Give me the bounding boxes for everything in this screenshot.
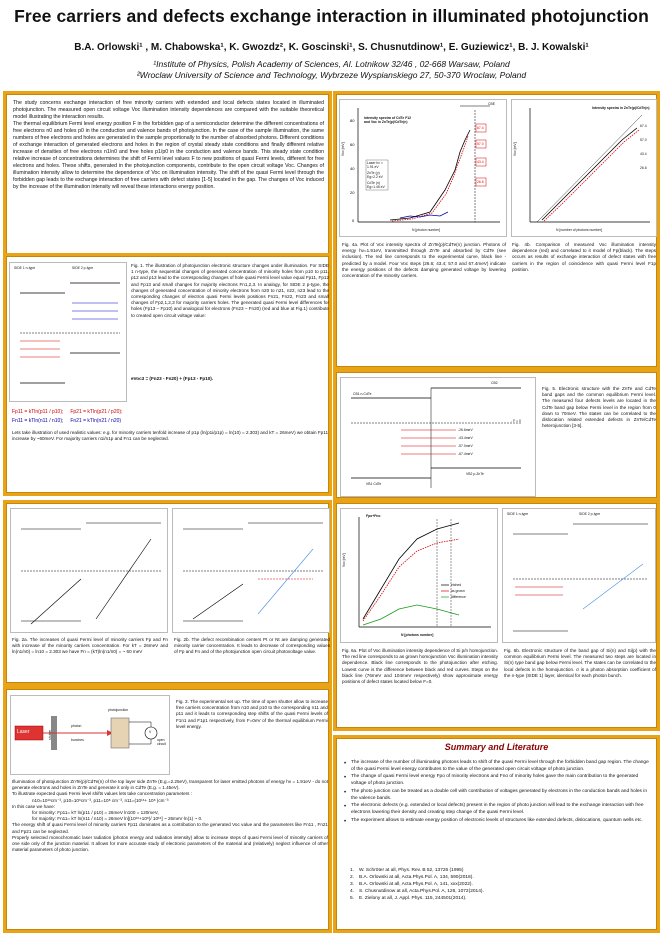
fig3-body bbox=[12, 779, 328, 853]
fig4a-caption: Fig. 4a. Plot of Voc intensity spectra of ZnTe(p)/CdTe(n) junction. Photons of energy hν=1.91eV, transmitted through ZnTe and absorbed by CdTe (see inclusion). The red line corresponds to the experimental curve, black line - predicted by a model. Four Voc steps (26.6; 43.4; 57.0 and 67.4meV) indicate the energy positions of the defects damping generated voltage by lowering concentration of the minority carriers. bbox=[342, 242, 506, 278]
fig6a-legend-etched: etched bbox=[451, 583, 462, 587]
reference-item: 4. S. Chusnutdinow at all, Acta.Phys.Pol. A, 126, 1072(2014). bbox=[350, 888, 484, 894]
fig3-body-3: n10=10¹⁶cm⁻³, p10=10⁶cm⁻³, p11=10⁸ cm⁻³, n11=(10¹⁶+ 10⁸ )cm⁻³ bbox=[32, 797, 169, 803]
fig4b-ylabel: Voc [mV] bbox=[513, 142, 517, 156]
fig6a-legend-difference: difference bbox=[451, 595, 466, 599]
fig3-panel bbox=[3, 686, 332, 933]
fig3-body-8: Properly selected monochromatic laser radiation (photon energy and radiation intensity) allow to increase steps of quasi Fermi level of minority carriers of one side only of the junction material. It allows for more accurate study of electronic parameters of the material and (relatively) neglect influence of other material parameters of photo junction. bbox=[12, 834, 328, 853]
fig1-formulas-red bbox=[12, 409, 332, 416]
fig1-formula-red-2: Fp21 = kTln(p21 / p20); bbox=[70, 409, 123, 415]
fig6a-ylabel: Voc [mV] bbox=[342, 553, 346, 567]
fig1-formula-blue-1: Fn11 = kTln(n11 / n10); bbox=[12, 418, 64, 424]
fig6a-legend-as-grown: as grown bbox=[451, 589, 465, 593]
fig4a-step-3: 43.4 bbox=[477, 160, 484, 164]
fig4-panel bbox=[333, 91, 660, 370]
fig6b-caption: Fig. 6b. Electronic structure of the band gap of Si(n) and Si(p) with the common equilibrium Fermi level. The measured two steps are located in Si(n) type band gap below Fermi level. The states can be correlated to the local defects in the homojunction. σ is a photon absorption coefficient of the n-type (SIDE 1) layer, identical for each photon bunch. bbox=[504, 648, 656, 678]
fig1-formula: eVoc3 = (Fn23 - Fn20) + (Fp13 - Fp10). bbox=[131, 376, 214, 381]
fig1-diagram bbox=[9, 262, 127, 402]
fig3-body-5: for minority: Fp11= kT ln(p11 / p10) = 26meV ln100 = 120meV, bbox=[32, 809, 159, 815]
authors: B.A. Orlowski¹ , M. Chabowska¹, K. Gwozdz², K. Goscinski¹, S. Chusnutdinow¹, E. Guziewicz¹, B. J. Kowalski¹ bbox=[74, 42, 589, 53]
summary-bullet: • The electronic defects (e.g. extended or local defects) present in the region of photo junction will lead to the exchange interaction with free electrons lowering their density and creating step change of the quasi Fermi level. bbox=[344, 803, 652, 816]
fig3-shutter-label: shutter bbox=[48, 729, 52, 740]
fig4a-xlabel: N [photon number] bbox=[412, 228, 441, 232]
intro-paragraph-1: The study concerns exchange interaction of free minority carriers with extended and local defects states located in illuminated photojunction. The measured open circuit voltage Voc illumination intensity dependences are compared with the suitable theoretical model illustrating the interaction results. bbox=[13, 100, 324, 121]
intro-text bbox=[13, 100, 324, 191]
fig5-level-4: -67.4meV bbox=[458, 452, 473, 456]
fig3-open-circuit-label: open circuit bbox=[157, 738, 166, 746]
fig1-caption: Fig. 1. The illustration of photojunction electronic structure changes under illumination. For SIDE 1 n-type, the sequential changes of generated concentration of minority holes from p10 to p11, p12 and p13 lead to the corresponding changes of hole quasi Fermi level value equal Fp11, Fp12 and Fp13 and small changes for majority electrons Fn1,2,3. In analogy, for SIDE 2 p-type, the changes of generated concentration of minority electrons from n20 to n21, n22, n23 lead to the corresponding changes of electron quasi Fermi levels positions Fn21, Fn22, Fn23 and small changes of Fp2,1,2,3 for majority carriers holes. The generated quasi Fermi level differences for holes (Fp13 – Fp10) and analogical for electrons (Fn23 – Fn20) (red and blue at Fig.1) contribute to created open circuit voltage value: bbox=[131, 263, 329, 318]
fig6a-caption: Fig. 6a. Plot of Voc illumination intensity dependence of Si p/n homojunction. The red line corresponds to as grown homojunction Voc illumination intensity dependence. Black line corresponds to the photojunction after etching. Lowest curve is the difference between black and red curves. Steps on the black line (76meV and 104meV respectively) show approximate energy positions of defect states located below F=0. bbox=[342, 648, 498, 684]
fig4a-inset-title: Intensity spectra of CdTe F12 and Voc in ZnTe(p)/CdTe(n) bbox=[364, 116, 412, 124]
fig4b-xlabel: N [number of photons number] bbox=[556, 228, 602, 232]
fig5-vb2: VB2 p-ZnTe bbox=[466, 472, 484, 476]
fig5-level-2: -43.4meV bbox=[458, 436, 473, 440]
fig3-caption: Fig. 3. The experimental set up. The time of open shutter allow to increase free carriers concentration from n10 and p10 to the corresponding n11 and p11 and it leads to corresponding step shifts of the quasi Fermi levels of F1n1 and F1p1 respectively, from F=0eV of the thermal equilibrium Fermi level energy. bbox=[176, 699, 328, 729]
summary-panel bbox=[333, 735, 660, 933]
fig5-cb1: CB1 n-CdTe bbox=[353, 392, 372, 396]
fig3-photojunction-label: photojunction bbox=[108, 708, 129, 712]
references bbox=[350, 868, 650, 903]
fig6a-top-label: Fpo+Fno bbox=[366, 514, 381, 518]
fig6a-chart bbox=[340, 508, 498, 643]
fig1-panel bbox=[3, 253, 332, 496]
fig3-body-6: for majority: Fn11= kT ln(n11 / n10) = 26meV ln[(10¹⁶+10⁸)/ 10¹⁶] ~ 26meV·ln(1) ~ 0. bbox=[32, 816, 203, 822]
affiliation-2: ²Wroclaw University of Science and Technology, Wybrzeze Wyspianskiego 27, 50-370 Wroclaw, Poland bbox=[136, 70, 527, 80]
fig3-bunches-label: bunches bbox=[71, 738, 84, 742]
summary-bullet: • The change of quasi Fermi level energy Fpo of minority electrons and Fno of minority holes gave the main contribution to the generated voltage of photo junction. bbox=[344, 774, 652, 787]
fig4a-cdte-label: CdTe (n) Eg=1.45 eV bbox=[367, 181, 385, 189]
fig2b-caption: Fig. 2b. The defect recombination centers Pt or Nt are damping generated minority carrier concentration. It leads to decrease of corresponding values of Fp and Fn and of the photojunction open circuit photovoltage value. bbox=[174, 637, 330, 655]
fig5-level-1: -26.6meV bbox=[458, 428, 473, 432]
fig3-laser-label: Laser bbox=[17, 729, 30, 735]
fig1-note: Lets take illustration of used realistic values: e.g. for minority carriers tenfold increase of p1p (ln(p1i/p1p) = ln(10) = 2.303) and kT = 26meV) we obtain Fp11 increase by ~60meV. For majority carriers n1i/n1p and Fn1 can be neglected. bbox=[12, 430, 328, 442]
fig3-body-1: Illumination of photojunction ZnTe(p)/CdTe(n) of the top layer side ZnTe (E.g.=2.25eV), transparent for laser emitted photons of energy hν = 1.91eV - do not generate electrons and holes in ZnTe and generate it only in CdTe (E.g. = 1.45eV). bbox=[12, 779, 328, 791]
svg-text:80: 80 bbox=[350, 118, 355, 123]
fig6b-diagram bbox=[502, 508, 656, 643]
fig3-v-label: V bbox=[149, 730, 152, 734]
fig3-setup-diagram bbox=[10, 695, 170, 775]
fig4a-step-2: 57.0 bbox=[477, 142, 484, 146]
fig6-panel bbox=[333, 500, 660, 731]
svg-text:40: 40 bbox=[350, 166, 355, 171]
summary-bullets bbox=[344, 760, 652, 825]
affiliation-1: ¹Institute of Physics, Polish Academy of Sciences, Al. Lotnikow 32/46 , 02-668 Warsaw, Poland bbox=[153, 59, 510, 69]
fig5-cb2: CB2 bbox=[491, 381, 498, 385]
fig3-body-4: In this case we have: bbox=[12, 803, 55, 809]
summary-bullet: • The photo junction can be treated as a double cell with contribution of voltages generated by electrons in the conduction bands and holes in the valence bands. bbox=[344, 789, 652, 802]
intro-paragraph-2: The thermal equilibrium Fermi level energy position F in the forbidden gap of a semiconductor determine the different concentrations of free electrons n0 and holes p0 in the conduction and valence bands of photojunction. In the case of the sample illumination, the same numbers of free electrons and holes are generated in the sample proportionally to the number of absorbed photons. Different conditions of exchange interaction of generated electrons and holes in the region of crystal steady state conditions and finally different relative increase of densities of free electrons n1/n0 and free holes p1/p0 in the conduction and valence bands. This steady state condition relative increase of concentrations determines the shift of Fermi level values F to new positions of quasi Fermi levels, different for free electrons and holes. These shifts, generated in the photojunction components, contribute to the open circuit voltage Voc. Changes of illumination intensity allow to determine the dependence of Voc on illumination intensity. The shift of the quasi Fermi level through the forbidden gap leads to the exchange interaction of free carriers with defect states [1-5] located in the gap. The changes of Voc induced by the increase of the illumination intensity will reveal these interactions energy position. bbox=[13, 121, 324, 191]
fig1-side2-label: SIDE 2 p-type bbox=[72, 266, 94, 270]
fig5-f0: - F = 0 bbox=[511, 419, 521, 423]
reference-item: 2. B.A. Orlowski at all, Acta.Phys.Pol. A, 134, 590(2018). bbox=[350, 874, 474, 880]
fig3-body-7: The energy shift of quasi Fermi level of minority carriers Fp11 dominates as a contribution to the generated Voc value and the parameters like Fn11 , Fn21 and Fp21 can be neglected. bbox=[12, 822, 328, 834]
fig5-vb1: VB1 CdTe bbox=[366, 482, 382, 486]
fig6a-xlabel: N [photons number] bbox=[401, 633, 434, 637]
fig6b-side1-label: SIDE 1 n-type bbox=[507, 512, 529, 516]
fig5-caption: Fig. 5. Electronic structure with the ZnTe and CdTe band gaps and the common equilibrium Fermi level. The measured four defects levels are located in the CdTe band gap below Fermi level in the region from 0 down to 70meV. The states can be correlated to the dislocation related extended defects in ZnTe/CdTe heterojunction [3-5]. bbox=[542, 386, 656, 429]
fig4a-step-1: 67.4 bbox=[477, 126, 484, 130]
reference-item: 5. E. Zielony at all, J. Appl. Phys. 115, 244501(2014). bbox=[350, 895, 467, 901]
fig4b-step-2: 57.0 bbox=[640, 138, 647, 142]
svg-text:0: 0 bbox=[352, 218, 355, 223]
reference-item: 1. W. Schröter at all, Phys. Rev. B 52, 13726 (1995) bbox=[350, 868, 464, 873]
svg-text:20: 20 bbox=[350, 190, 355, 195]
fig5-level-3: -57.0meV bbox=[458, 444, 473, 448]
fig5-panel bbox=[333, 369, 660, 501]
fig1-formula-red-1: Fp11 = kTln(p11 / p10); bbox=[12, 409, 64, 415]
fig2a-diagram bbox=[10, 508, 168, 633]
fig4a-laser-label: Laser hν = 1.91 eV bbox=[367, 161, 383, 169]
svg-text:60: 60 bbox=[350, 142, 355, 147]
fig4b-step-4: 26.6 bbox=[640, 166, 647, 170]
fig1-formulas-blue bbox=[12, 418, 332, 425]
fig4a-znte-label: ZnTe (p) Eg=2.2 eV bbox=[367, 171, 383, 179]
fig2-panel bbox=[3, 500, 332, 686]
fig3-photon-label: photon bbox=[71, 724, 82, 728]
fig4a-chart bbox=[339, 99, 507, 237]
fig4b-step-3: 43.4 bbox=[640, 152, 647, 156]
reference-item: 3. B.A. Orlowski at all, Acta.Phys.Pol. A, 141, xxx(2022). bbox=[350, 881, 473, 887]
poster-title: Free carriers and defects exchange interaction in illuminated photojunction bbox=[14, 6, 649, 26]
fig3-body-2: To illustrate expected quasi Fermi level shifts values lets take concentration parameters : bbox=[12, 791, 193, 797]
fig1-formula-blue-2: Fn21 = kTln(n21 / n20) bbox=[70, 418, 122, 424]
summary-bullet: • The increase of the number of illuminating photons leads to shift of the quasi Fermi level through the forbidden band gap region. The change of the quasi Fermi level energy contributes to the value of the generated open circuit voltage of photo junction. bbox=[344, 760, 652, 773]
fig5-diagram bbox=[340, 377, 536, 497]
fig4b-chart bbox=[511, 99, 657, 237]
fig4b-inset-title: Intensity spectra in ZnTe(p)/CdTe(n) bbox=[592, 106, 650, 110]
fig4a-cbe-label: CBE bbox=[488, 102, 495, 106]
fig6b-side2-label: SIDE 2 p-type bbox=[579, 512, 601, 516]
summary-bullet: • The experiment allows to estimate energy position of electronic levels of structures like extended defects, dislocations, quantum wells etc. bbox=[344, 818, 652, 825]
fig4a-step-4: 26.6 bbox=[477, 180, 484, 184]
fig2a-caption: Fig. 2a. The increases of quasi Fermi level of minority carriers Fp and Fn with increase of the minority carriers concentration. For kT = 26meV and ln(n1/n0) = ln10 = 2.303 we have Fn = (kT)ln(n1/n0) = ~ 60 meV bbox=[12, 637, 168, 655]
fig1-side1-label: SIDE 1 n-type bbox=[14, 266, 36, 270]
summary-heading: Summary and Literature bbox=[444, 742, 549, 752]
fig4a-ylabel: Voc [mV] bbox=[341, 142, 345, 156]
fig2b-diagram bbox=[172, 508, 330, 633]
fig4b-step-1: 67.4 bbox=[640, 124, 647, 128]
fig4b-caption: Fig. 4b. Comparison of measured Voc illumination intensity dependence (red) and correlated to it model of Fp(black). The steps occurs as results of exchange interaction of defect states with free carriers in the region of coincidence with quasi Fermi level F1p position. bbox=[512, 242, 656, 272]
